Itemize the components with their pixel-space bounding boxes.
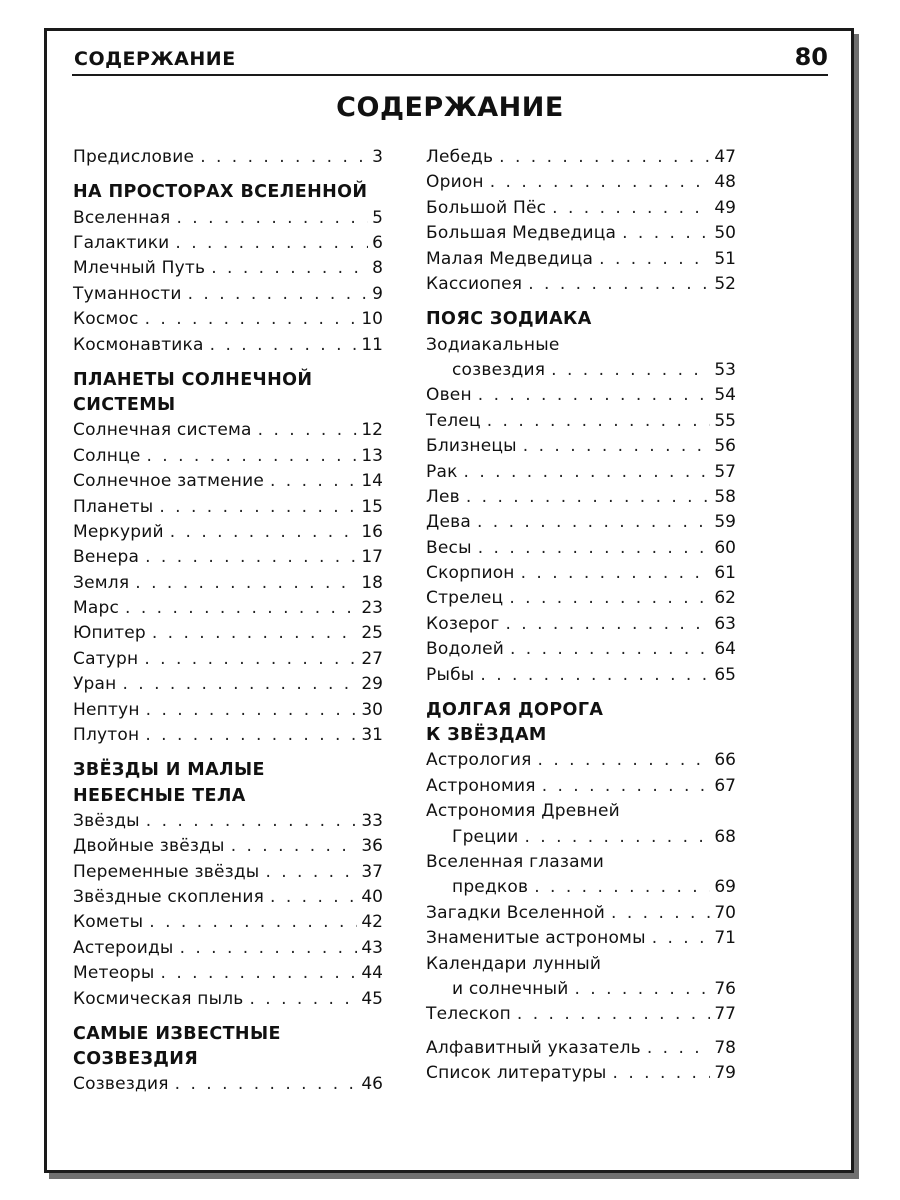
entry-page: 27 (361, 648, 383, 669)
toc-entry (73, 418, 383, 443)
toc-entry (73, 910, 383, 935)
toc-entry (426, 536, 736, 561)
toc-entry: Предисловие . . . 3 (73, 145, 383, 170)
section-heading: ПЛАНЕТЫ СОЛНЕЧНОЙ СИСТЕМЫ (73, 369, 313, 416)
entry-title: Рак (426, 461, 458, 482)
section-heading: НА ПРОСТОРАХ ВСЕЛЕННОЙ (73, 182, 368, 203)
entry-page: 65 (714, 664, 736, 685)
toc-entry (73, 545, 383, 570)
entry-title: Звёзды (73, 810, 140, 831)
toc-entry (73, 621, 383, 646)
toc-entry (73, 520, 383, 545)
entry-title: Метеоры (73, 963, 155, 984)
toc-entry-line: Календари лунный (426, 953, 602, 974)
dot-leader (477, 510, 710, 535)
toc-entry (73, 723, 383, 748)
entry-page: 61 (714, 563, 736, 584)
toc-entry-line: Астрономия Древней (426, 801, 620, 822)
toc-entry (426, 663, 736, 688)
dot-leader (249, 987, 357, 1012)
entry-page: 42 (361, 912, 383, 933)
entry-title: Астероиды (73, 937, 174, 958)
toc-entry (73, 333, 383, 358)
toc-entry (426, 561, 736, 586)
dot-leader (175, 231, 368, 256)
dot-leader (599, 247, 710, 272)
entry-title: Земля (73, 572, 130, 593)
toc-entry-line: Зодиакальные (426, 334, 560, 355)
entry-title: Плутон (73, 725, 140, 746)
entry-title: Солнечное затмение (73, 471, 264, 492)
dot-leader (159, 495, 357, 520)
entry-title: Скорпион (426, 563, 515, 584)
toc-entry (73, 444, 383, 469)
dot-leader (521, 561, 711, 586)
dot-leader (622, 221, 710, 246)
dot-leader (509, 586, 710, 611)
toc-entry (426, 460, 736, 485)
entry-page: 14 (361, 471, 383, 492)
dot-leader (145, 545, 357, 570)
dot-leader (528, 272, 710, 297)
entry-title: Уран (73, 674, 117, 695)
entry-title: Солнечная система (73, 420, 252, 441)
toc-entry (426, 383, 736, 408)
entry-page: 45 (361, 988, 383, 1009)
dot-leader (523, 434, 711, 459)
toc-entry (73, 987, 383, 1012)
toc-entry (73, 647, 383, 672)
toc-entry (426, 434, 736, 459)
toc-entry: Загадки Вселенной . . . 70 (426, 901, 736, 926)
toc-entry (73, 256, 383, 281)
entry-page: 60 (714, 537, 736, 558)
entry-page: 55 (714, 410, 736, 431)
dot-leader (265, 860, 357, 885)
entry-title: Меркурий (73, 521, 164, 542)
entry-title: Кассиопея (426, 273, 523, 294)
running-title: СОДЕРЖАНИЕ (74, 48, 236, 70)
entry-title: Козерог (426, 613, 500, 634)
dot-leader (552, 196, 710, 221)
entry-title: Юпитер (73, 623, 146, 644)
entry-page: 40 (361, 887, 383, 907)
page-title: СОДЕРЖАНИЕ (336, 92, 564, 123)
entry-title: Космонавтика (73, 334, 204, 355)
dot-leader (146, 809, 358, 834)
entry-page: 8 (372, 258, 383, 279)
dot-leader (180, 936, 358, 961)
section-heading: ПОЯС ЗОДИАКА (426, 309, 592, 330)
page-number: 80 (794, 43, 828, 71)
toc-entry: Знаменитые астрономы . . . 71 (426, 926, 736, 951)
entry-page: 10 (361, 309, 383, 330)
entry-title: Овен (426, 385, 472, 406)
dot-leader (149, 910, 357, 935)
entry-title: Нептун (73, 699, 140, 720)
entry-page: 54 (714, 385, 736, 406)
dot-leader (135, 571, 357, 596)
section-entries (426, 145, 736, 297)
entry-title: Переменные звёзды (73, 861, 260, 882)
entry-title: Двойные звёзды (73, 836, 225, 857)
toc-entry (73, 1072, 383, 1097)
dot-leader (478, 383, 711, 408)
toc-entry-line: Вселенная глазами (426, 851, 605, 872)
dot-leader (270, 469, 357, 494)
dot-leader (466, 485, 710, 510)
entry-title: Солнце (73, 445, 141, 466)
entry-title: Большой Пёс (426, 197, 547, 218)
entry-page: 47 (714, 147, 736, 167)
toc-entry (73, 672, 383, 697)
entry-title: Рыбы (426, 664, 475, 685)
toc-entry (426, 170, 736, 195)
entry-title: Сатурн (73, 648, 139, 669)
dot-leader (125, 596, 357, 621)
toc-entry (426, 196, 736, 221)
toc-entry (73, 495, 383, 520)
entry-page: 37 (361, 861, 383, 882)
entry-page: 52 (714, 273, 736, 294)
entry-page: 31 (361, 725, 383, 746)
toc-entry: Астрономия . . . 67 (426, 774, 736, 799)
toc-entry (73, 231, 383, 256)
toc-entry (73, 596, 383, 621)
entry-page: 15 (361, 496, 383, 517)
entry-title: Кометы (73, 912, 144, 933)
entry-title: Орион (426, 172, 484, 193)
entry-page: 6 (372, 232, 383, 253)
entry-title: Звёздные скопления (73, 887, 265, 907)
toc-entry: Список литературы . . . 79 (426, 1061, 736, 1086)
dot-leader (161, 961, 358, 986)
entry-page: 62 (714, 588, 736, 609)
toc-entry: Греции . . . 68 (426, 825, 736, 850)
dot-leader (231, 834, 358, 859)
section-entries (73, 1072, 383, 1097)
toc-entry: Алфавитный указатель . . . 78 (426, 1036, 736, 1061)
section-entries (73, 206, 383, 358)
entry-title: Созвездия (73, 1074, 169, 1095)
toc-entry (73, 282, 383, 307)
entry-page: 30 (361, 699, 383, 720)
dot-leader (188, 282, 369, 307)
entry-title: Малая Медведица (426, 248, 594, 269)
entry-page: 43 (361, 937, 383, 958)
dot-leader (499, 145, 710, 170)
toc-entry (73, 698, 383, 723)
entry-title: Космос (73, 309, 139, 330)
dot-leader (490, 170, 711, 195)
toc-entry (426, 612, 736, 637)
dot-leader (145, 307, 358, 332)
toc-entry (73, 307, 383, 332)
toc-entry (73, 961, 383, 986)
entry-page: 9 (372, 283, 383, 304)
entry-page: 16 (361, 521, 383, 542)
dot-leader (478, 536, 711, 561)
toc-entry: предков . . . 69 (426, 875, 736, 900)
entry-page: 56 (714, 436, 736, 457)
toc-entry (73, 936, 383, 961)
toc-entry (426, 221, 736, 246)
entry-page: 11 (361, 334, 383, 355)
dot-leader (176, 206, 368, 231)
entry-title: Лебедь (426, 147, 494, 167)
section-entries (426, 383, 736, 688)
entry-page: 48 (714, 172, 736, 193)
entry-page: 18 (361, 572, 383, 593)
toc-entry (73, 469, 383, 494)
section-heading: ЗВЁЗДЫ И МАЛЫЕ НЕБЕСНЫЕ ТЕЛА (73, 760, 265, 806)
dot-leader (144, 647, 357, 672)
entry-title: Вселенная (73, 207, 171, 228)
entry-title: Телец (426, 410, 481, 431)
entry-title: Космическая пыль (73, 988, 244, 1009)
entry-page: 57 (714, 461, 736, 482)
dot-leader (152, 621, 357, 646)
toc-entry (73, 571, 383, 596)
toc-entry (426, 247, 736, 272)
toc-entry (426, 637, 736, 662)
entry-page: 63 (714, 613, 736, 634)
dot-leader (146, 698, 358, 723)
section-entries (73, 809, 383, 1012)
dot-leader (146, 444, 357, 469)
entry-page: 23 (361, 598, 383, 619)
dot-leader (145, 723, 357, 748)
toc-entry: и солнечный . . . 76 (426, 977, 736, 1002)
toc-entry: Телескоп . . . 77 (426, 1002, 736, 1027)
entry-page: 46 (361, 1074, 383, 1095)
dot-leader (464, 460, 711, 485)
toc-entry (73, 885, 383, 910)
entry-title: Лев (426, 486, 460, 507)
entry-page: 33 (361, 810, 383, 831)
dot-leader (487, 409, 711, 434)
entry-title: Водолей (426, 639, 504, 660)
entry-page: 58 (714, 486, 736, 507)
entry-page: 25 (361, 623, 383, 644)
entry-title: Млечный Путь (73, 258, 206, 279)
entry-title: Марс (73, 598, 120, 619)
entry-page: 29 (361, 674, 383, 695)
toc-entry (426, 409, 736, 434)
entry-page: 49 (714, 197, 736, 218)
entry-title: Туманности (73, 283, 182, 304)
toc-entry (73, 206, 383, 231)
entry-title: Дева (426, 512, 471, 533)
toc-entry: созвездия . . . 53 (426, 358, 736, 383)
toc-entry: Астрология . . . 66 (426, 748, 736, 773)
entry-page: 44 (361, 963, 383, 984)
toc-entry (426, 272, 736, 297)
dot-leader (170, 520, 358, 545)
entry-page: 13 (361, 445, 383, 466)
running-header (72, 43, 828, 76)
dot-leader (480, 663, 710, 688)
section-heading: САМЫЕ ИЗВЕСТНЫЕ СОЗВЕЗДИЯ (73, 1023, 281, 1070)
section-heading: ДОЛГАЯ ДОРОГА К ЗВЁЗДАМ (426, 700, 604, 746)
entry-title: Планеты (73, 496, 154, 517)
entry-page: 17 (361, 547, 383, 568)
dot-leader (122, 672, 357, 697)
toc-left-column (73, 145, 383, 1098)
dot-leader (270, 885, 357, 910)
entry-title: Большая Медведица (426, 223, 617, 244)
section-entries (73, 418, 383, 748)
dot-leader (258, 418, 358, 443)
entry-page: 50 (714, 223, 736, 244)
toc-entry (426, 145, 736, 170)
toc-entry (73, 809, 383, 834)
entry-page: 51 (714, 248, 736, 269)
toc-entry (426, 586, 736, 611)
dot-leader (510, 637, 710, 662)
entry-page: 5 (372, 207, 383, 228)
entry-page: 36 (361, 836, 383, 857)
dot-leader (210, 333, 358, 358)
entry-title: Галактики (73, 232, 170, 253)
entry-title: Стрелец (426, 588, 504, 609)
toc-right-column (426, 145, 736, 1087)
dot-leader (506, 612, 711, 637)
toc-entry (426, 510, 736, 535)
entry-page: 59 (714, 512, 736, 533)
dot-leader (211, 256, 368, 281)
entry-title: Близнецы (426, 436, 517, 457)
entry-page: 12 (361, 420, 383, 441)
entry-page: 64 (714, 639, 736, 660)
entry-title: Весы (426, 537, 472, 558)
dot-leader (175, 1072, 358, 1097)
entry-title: Венера (73, 547, 140, 568)
toc-entry (73, 860, 383, 885)
toc-entry (73, 834, 383, 859)
toc-entry (426, 485, 736, 510)
